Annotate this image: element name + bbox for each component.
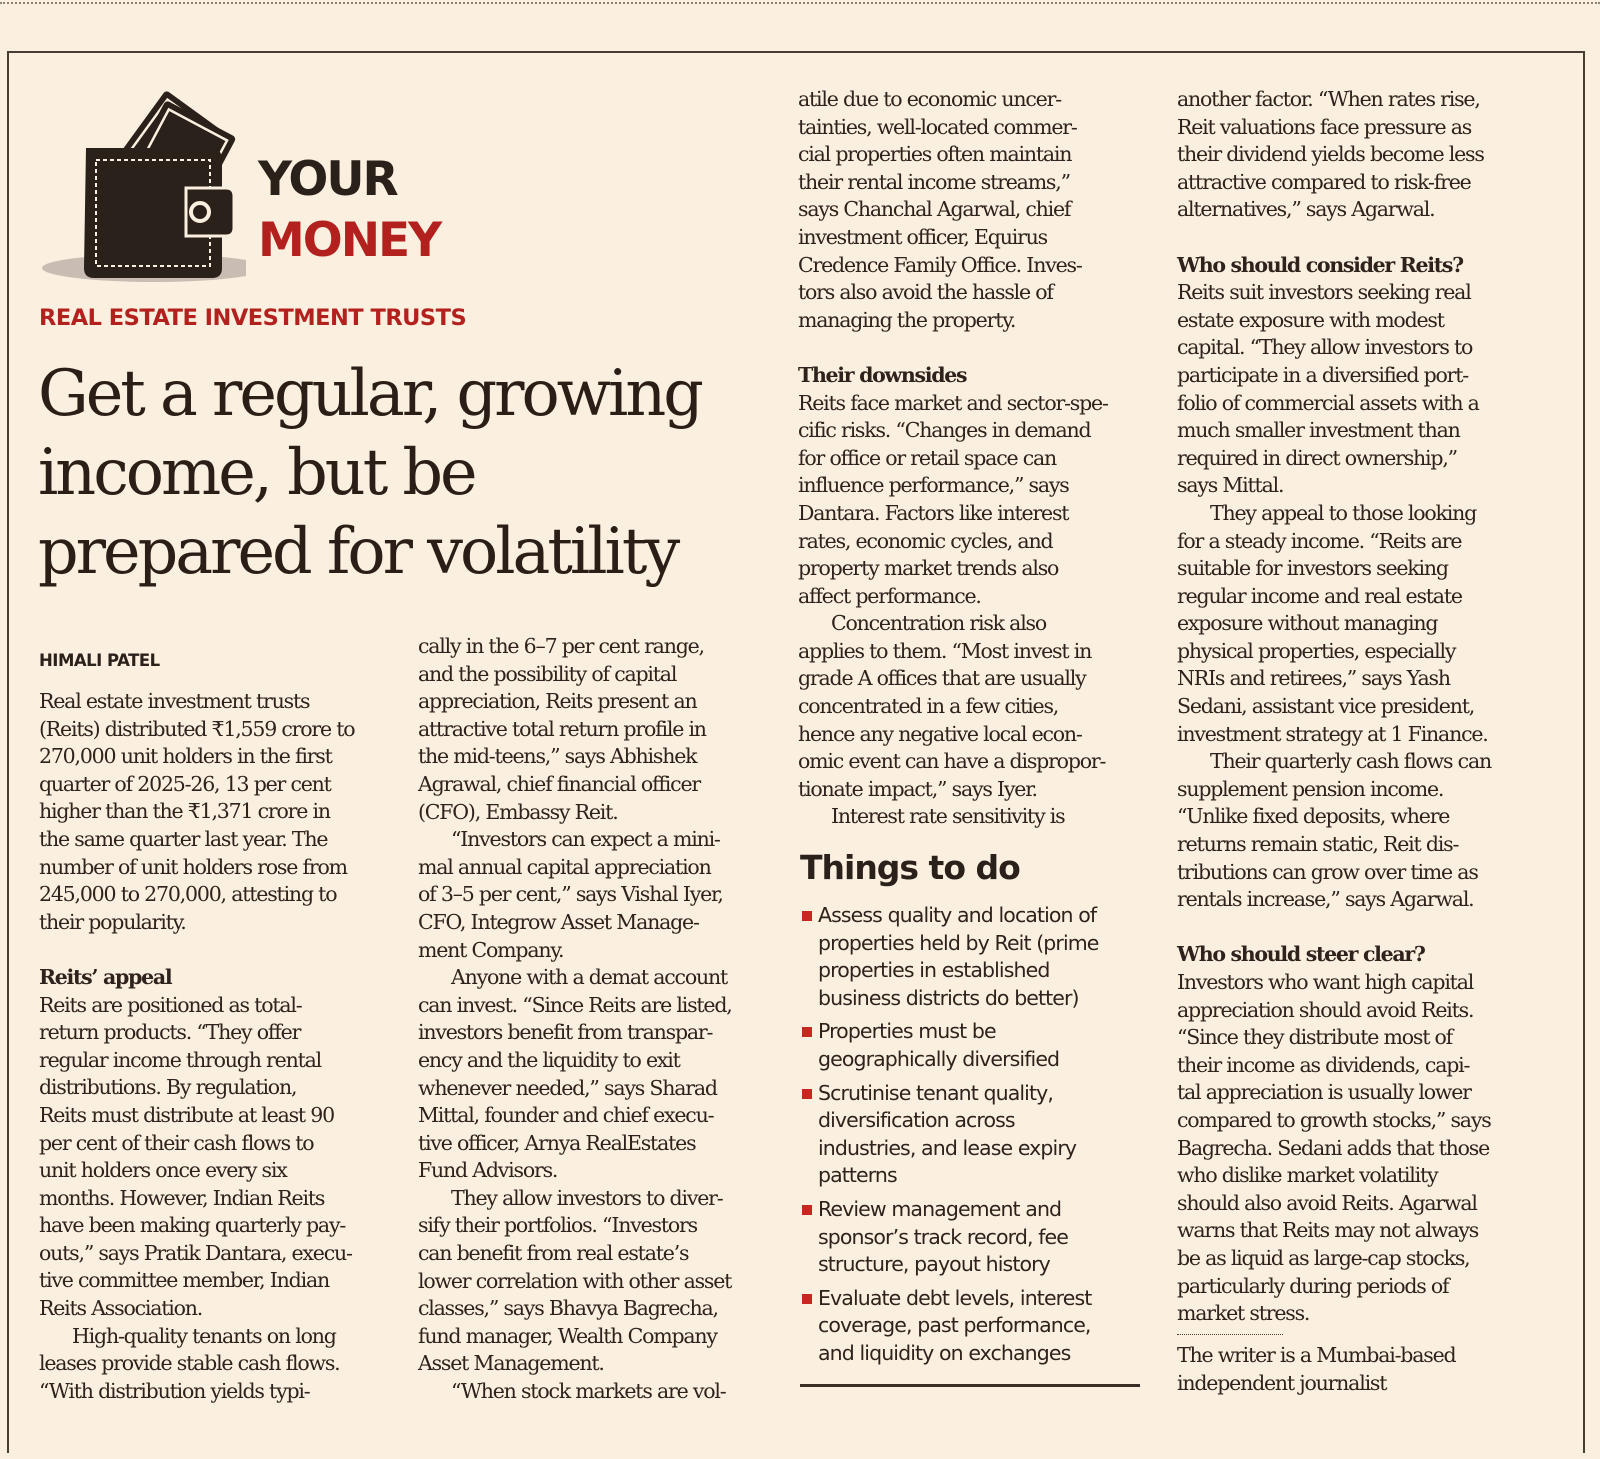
text-line: They allow investors to diver- bbox=[451, 1185, 723, 1210]
text-line: tive officer, Arnya RealEstates bbox=[418, 1130, 696, 1155]
text-line: and the possibility of capital bbox=[418, 661, 677, 686]
item-text-line: and liquidity on exchanges bbox=[818, 1340, 1071, 1365]
text-line: Reit valuations face pressure as bbox=[1177, 114, 1472, 139]
text-line: Fund Advisors. bbox=[418, 1158, 558, 1183]
text-line: alternatives,” says Agarwal. bbox=[1177, 197, 1435, 222]
text-line: Real estate investment trusts bbox=[39, 689, 310, 713]
text-line: their popularity. bbox=[39, 909, 186, 934]
item-text-line: business districts do better) bbox=[818, 985, 1079, 1010]
paragraph-gap bbox=[1177, 914, 1522, 942]
text-line: distributions. By regulation, bbox=[39, 1075, 297, 1100]
item-text-line: coverage, past performance, bbox=[818, 1313, 1091, 1338]
text-line: tionate impact,” says Iyer. bbox=[798, 776, 1037, 801]
text-line: their dividend yields become less bbox=[1177, 142, 1484, 167]
text-line: can invest. “Since Reits are listed, bbox=[418, 992, 732, 1017]
text-line: Reits must distribute at least 90 bbox=[39, 1102, 334, 1127]
text-line: appreciation, Reits present an bbox=[418, 689, 697, 714]
text-line: says Chanchal Agarwal, chief bbox=[798, 197, 1071, 222]
text-line: attractive total return profile in bbox=[418, 716, 706, 741]
text-line: property market trends also bbox=[798, 556, 1059, 581]
text-line: physical properties, especially bbox=[1177, 638, 1456, 663]
text-line: They appeal to those looking bbox=[1210, 500, 1476, 525]
text-line: tors also avoid the hassle of bbox=[798, 280, 1053, 305]
tagline-line: The writer is a Mumbai-based bbox=[1177, 1343, 1456, 1367]
text-line: another factor. “When rates rise, bbox=[1177, 87, 1480, 111]
text-line: cific risks. “Changes in demand bbox=[798, 418, 1091, 443]
text-line: (Reits) distributed ₹1,559 crore to bbox=[39, 716, 355, 741]
item-text-line: structure, payout history bbox=[818, 1252, 1050, 1277]
things-to-do-item bbox=[800, 1196, 1145, 1279]
item-text-line: diversification across bbox=[818, 1108, 1015, 1133]
kicker: REAL ESTATE INVESTMENT TRUSTS bbox=[39, 305, 467, 331]
things-to-do-item bbox=[800, 1285, 1145, 1368]
writer-tagline bbox=[1177, 1342, 1455, 1397]
text-line: hence any negative local econ- bbox=[798, 721, 1082, 746]
end-dotted-rule bbox=[1177, 1334, 1283, 1335]
text-line: grade A offices that are usually bbox=[798, 666, 1086, 691]
text-line: Anyone with a demat account bbox=[451, 965, 728, 990]
text-line: mal annual capital appreciation bbox=[418, 854, 711, 879]
subheading: Who should steer clear? bbox=[1177, 942, 1425, 967]
text-line: regular income through rental bbox=[39, 1047, 321, 1072]
text-line: affect performance. bbox=[798, 583, 981, 608]
square-bullet-icon bbox=[802, 1089, 812, 1099]
square-bullet-icon bbox=[802, 1027, 812, 1037]
text-line: “When stock markets are vol- bbox=[451, 1379, 726, 1404]
square-bullet-icon bbox=[802, 1294, 812, 1304]
text-line: higher than the ₹1,371 crore in bbox=[39, 799, 330, 824]
text-line: required in direct ownership,” bbox=[1177, 445, 1457, 470]
article-column-1 bbox=[39, 688, 384, 1405]
paragraph-gap bbox=[798, 334, 1143, 362]
item-text-line: Properties must be bbox=[818, 1019, 996, 1044]
subheading: Reits’ appeal bbox=[39, 964, 172, 989]
text-line: managing the property. bbox=[798, 307, 1016, 332]
text-line: tributions can grow over time as bbox=[1177, 859, 1478, 884]
square-bullet-icon bbox=[802, 911, 812, 921]
text-line: tal appreciation is usually lower bbox=[1177, 1080, 1471, 1105]
article-column-2 bbox=[418, 633, 763, 1406]
text-line: applies to them. “Most invest in bbox=[798, 638, 1092, 663]
text-line: 245,000 to 270,000, attesting to bbox=[39, 882, 337, 907]
text-line: Reits suit investors seeking real bbox=[1177, 280, 1471, 305]
text-line: much smaller investment than bbox=[1177, 418, 1460, 443]
article-column-3 bbox=[798, 86, 1143, 831]
text-line: number of unit holders rose from bbox=[39, 854, 347, 879]
text-line: estate exposure with modest bbox=[1177, 307, 1444, 332]
item-text-line: Assess quality and location of bbox=[818, 903, 1097, 927]
text-line: cally in the 6–7 per cent range, bbox=[418, 634, 704, 658]
text-line: NRIs and retirees,” says Yash bbox=[1177, 666, 1450, 691]
item-text-line: geographically diversified bbox=[818, 1046, 1060, 1071]
article-column-4 bbox=[1177, 86, 1522, 1328]
text-line: Asset Management. bbox=[418, 1351, 604, 1376]
text-line: atile due to economic uncer- bbox=[798, 87, 1061, 111]
things-to-do-item bbox=[800, 1018, 1145, 1073]
text-line: Investors who want high capital bbox=[1177, 970, 1474, 994]
text-line: tive committee member, Indian bbox=[39, 1268, 329, 1293]
things-to-do-list bbox=[800, 902, 1145, 1374]
text-line: quarter of 2025-26, 13 per cent bbox=[39, 771, 331, 796]
text-line: their rental income streams,” bbox=[798, 169, 1070, 194]
item-text-line: sponsor’s track record, fee bbox=[818, 1224, 1068, 1249]
text-line: tainties, well-located commer- bbox=[798, 114, 1077, 139]
text-line: (CFO), Embassy Reit. bbox=[418, 799, 618, 824]
text-line: market stress. bbox=[1177, 1301, 1310, 1326]
text-line: outs,” says Pratik Dantara, execu- bbox=[39, 1240, 352, 1265]
text-line: “Since they distribute most of bbox=[1177, 1025, 1453, 1050]
paragraph-gap bbox=[39, 936, 384, 964]
text-line: ency and the liquidity to exit bbox=[418, 1047, 680, 1072]
things-to-do-title: Things to do bbox=[800, 848, 1020, 887]
text-line: “Investors can expect a mini- bbox=[451, 827, 720, 852]
text-line: returns remain static, Reit dis- bbox=[1177, 832, 1459, 857]
text-line: for a steady income. “Reits are bbox=[1177, 528, 1462, 553]
subheading: Who should consider Reits? bbox=[1177, 252, 1463, 277]
text-line: should also avoid Reits. Agarwal bbox=[1177, 1190, 1477, 1215]
text-line: CFO, Integrow Asset Manage- bbox=[418, 909, 699, 934]
text-line: exposure without managing bbox=[1177, 611, 1438, 636]
headline bbox=[38, 354, 778, 591]
text-line: per cent of their cash flows to bbox=[39, 1130, 314, 1155]
text-line: cial properties often maintain bbox=[798, 142, 1072, 167]
text-line: “Unlike fixed deposits, where bbox=[1177, 804, 1450, 829]
tagline-line: independent journalist bbox=[1177, 1370, 1387, 1395]
text-line: who dislike market volatility bbox=[1177, 1163, 1438, 1188]
text-line: ment Company. bbox=[418, 937, 564, 962]
text-line: unit holders once every six bbox=[39, 1158, 287, 1183]
item-text-line: Review management and bbox=[818, 1196, 1062, 1221]
things-to-do-item bbox=[800, 1080, 1145, 1190]
square-bullet-icon bbox=[802, 1205, 812, 1215]
text-line: participate in a diversified port- bbox=[1177, 362, 1469, 387]
text-line: warns that Reits may not always bbox=[1177, 1218, 1479, 1243]
item-text-line: industries, and lease expiry bbox=[818, 1135, 1077, 1160]
text-line: regular income and real estate bbox=[1177, 583, 1462, 608]
text-line: sify their portfolios. “Investors bbox=[418, 1213, 697, 1238]
item-text-line: properties in established bbox=[818, 958, 1050, 983]
text-line: of 3–5 per cent,” says Vishal Iyer, bbox=[418, 882, 723, 907]
text-line: Interest rate sensitivity is bbox=[831, 804, 1065, 829]
text-line: suitable for investors seeking bbox=[1177, 556, 1448, 581]
text-line: Reits face market and sector-spe- bbox=[798, 390, 1108, 415]
text-line: classes,” says Bhavya Bagrecha, bbox=[418, 1296, 718, 1321]
text-line: supplement pension income. bbox=[1177, 776, 1444, 801]
text-line: capital. “They allow investors to bbox=[1177, 335, 1473, 360]
headline-line: Get a regular, growing bbox=[38, 356, 701, 430]
item-text-line: properties held by Reit (prime bbox=[818, 930, 1099, 955]
text-line: whenever needed,” says Sharad bbox=[418, 1075, 717, 1100]
text-line: appreciation should avoid Reits. bbox=[1177, 997, 1474, 1022]
top-dotted-rule bbox=[0, 2, 1600, 4]
item-text-line: Evaluate debt levels, interest bbox=[818, 1285, 1092, 1310]
text-line: investors benefit from transpar- bbox=[418, 1020, 713, 1045]
text-line: “With distribution yields typi- bbox=[39, 1378, 310, 1403]
text-line: attractive compared to risk-free bbox=[1177, 169, 1471, 194]
text-line: Bagrecha. Sedani adds that those bbox=[1177, 1135, 1490, 1160]
box-bottom-rule bbox=[800, 1384, 1140, 1387]
text-line: for office or retail space can bbox=[798, 445, 1057, 470]
things-to-do-item bbox=[800, 902, 1145, 1012]
text-line: lower correlation with other asset bbox=[418, 1268, 732, 1293]
subheading: Their downsides bbox=[798, 362, 967, 387]
item-text-line: patterns bbox=[818, 1163, 897, 1188]
text-line: leases provide stable cash flows. bbox=[39, 1351, 340, 1376]
section-label-your: YOUR bbox=[258, 152, 397, 207]
text-line: investment strategy at 1 Finance. bbox=[1177, 721, 1488, 746]
text-line: Reits Association. bbox=[39, 1296, 203, 1321]
text-line: the same quarter last year. The bbox=[39, 826, 328, 851]
text-line: says Mittal. bbox=[1177, 473, 1284, 498]
text-line: particularly during periods of bbox=[1177, 1273, 1449, 1298]
text-line: Agrawal, chief financial officer bbox=[418, 771, 700, 796]
text-line: Reits are positioned as total- bbox=[39, 992, 302, 1017]
byline: HIMALI PATEL bbox=[39, 651, 160, 670]
text-line: Concentration risk also bbox=[831, 611, 1047, 636]
text-line: the mid-teens,” says Abhishek bbox=[418, 744, 697, 769]
text-line: omic event can have a dispropor- bbox=[798, 749, 1106, 774]
text-line: investment officer, Equirus bbox=[798, 224, 1047, 249]
text-line: influence performance,” says bbox=[798, 473, 1069, 498]
text-line: return products. “They offer bbox=[39, 1020, 301, 1045]
text-line: their income as dividends, capi- bbox=[1177, 1052, 1470, 1077]
text-line: can benefit from real estate’s bbox=[418, 1241, 689, 1266]
text-line: have been making quarterly pay- bbox=[39, 1213, 346, 1238]
text-line: Mittal, founder and chief execu- bbox=[418, 1103, 714, 1128]
wallet-with-cash-icon bbox=[36, 78, 246, 293]
text-line: Dantara. Factors like interest bbox=[798, 500, 1069, 525]
headline-line: prepared for volatility bbox=[38, 514, 678, 588]
text-line: rentals increase,” says Agarwal. bbox=[1177, 887, 1474, 912]
text-line: Their quarterly cash flows can bbox=[1210, 749, 1491, 774]
text-line: compared to growth stocks,” says bbox=[1177, 1107, 1491, 1132]
text-line: High-quality tenants on long bbox=[72, 1323, 336, 1348]
headline-line: income, but be bbox=[38, 435, 475, 509]
text-line: concentrated in a few cities, bbox=[798, 694, 1059, 719]
text-line: 270,000 unit holders in the first bbox=[39, 744, 332, 769]
section-label-money: MONEY bbox=[258, 213, 441, 268]
text-line: months. However, Indian Reits bbox=[39, 1185, 325, 1210]
text-line: rates, economic cycles, and bbox=[798, 528, 1053, 553]
item-text-line: Scrutinise tenant quality, bbox=[818, 1080, 1053, 1105]
text-line: Credence Family Office. Inves- bbox=[798, 252, 1082, 277]
paragraph-gap bbox=[1177, 224, 1522, 252]
text-line: fund manager, Wealth Company bbox=[418, 1323, 717, 1348]
text-line: folio of commercial assets with a bbox=[1177, 390, 1479, 415]
text-line: Sedani, assistant vice president, bbox=[1177, 694, 1475, 719]
text-line: be as liquid as large-cap stocks, bbox=[1177, 1245, 1470, 1270]
